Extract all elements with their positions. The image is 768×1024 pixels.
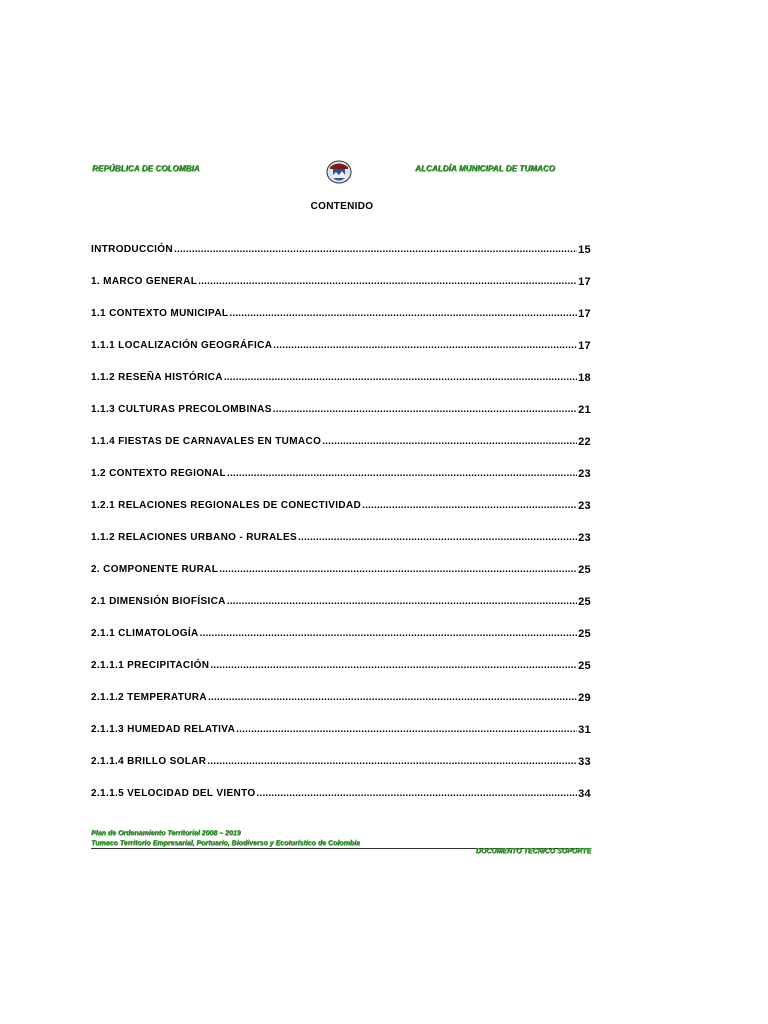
footer-plan-title: Plan de Ordenamiento Territorial 2008 – 2019	[91, 830, 241, 837]
toc-entry-page: 25	[578, 564, 591, 576]
toc-leader-dots	[227, 468, 577, 479]
toc-entry-label: 2. COMPONENTE RURAL	[91, 564, 219, 575]
table-of-contents	[91, 244, 591, 820]
toc-entry-page: 15	[578, 244, 591, 256]
toc-entry-page: 17	[578, 340, 591, 352]
toc-entry-page: 21	[578, 404, 591, 416]
toc-entry[interactable]	[91, 308, 591, 340]
toc-entry-label: 1.1.3 CULTURAS PRECOLOMBINAS	[91, 404, 272, 415]
toc-entry[interactable]	[91, 532, 591, 564]
toc-leader-dots	[256, 788, 577, 799]
toc-entry[interactable]	[91, 340, 591, 372]
page-title: CONTENIDO	[310, 201, 374, 212]
toc-leader-dots	[236, 724, 577, 735]
toc-entry-page: 17	[578, 308, 591, 320]
toc-entry[interactable]	[91, 724, 591, 756]
toc-entry-page: 17	[578, 276, 591, 288]
toc-entry-page: 23	[578, 468, 591, 480]
toc-entry-page: 33	[578, 756, 591, 768]
municipal-crest-icon	[325, 157, 353, 185]
toc-entry[interactable]	[91, 276, 591, 308]
toc-entry[interactable]	[91, 500, 591, 532]
header-republic-label: REPÚBLICA DE COLOMBIA	[92, 164, 200, 173]
footer-plan-slogan: Tumaco Territorio Empresarial, Portuario, Biodiverso y Ecoturístico de Colombia	[91, 840, 360, 847]
toc-leader-dots	[208, 692, 577, 703]
toc-entry[interactable]	[91, 596, 591, 628]
toc-entry-label: 1.1.2 RELACIONES URBANO - RURALES	[91, 532, 298, 543]
toc-entry[interactable]	[91, 660, 591, 692]
toc-entry-page: 18	[578, 372, 591, 384]
toc-entry-label: 2.1.1.3 HUMEDAD RELATIVA	[91, 724, 236, 735]
toc-entry-page: 23	[578, 532, 591, 544]
toc-entry-label: 2.1.1.4 BRILLO SOLAR	[91, 756, 207, 767]
toc-entry-label: 2.1.1.2 TEMPERATURA	[91, 692, 207, 703]
toc-entry-label: 1.2 CONTEXTO REGIONAL	[91, 468, 226, 479]
toc-entry-label: 1.1.4 FIESTAS DE CARNAVALES EN TUMACO	[91, 436, 322, 447]
toc-entry-label: 2.1.1.5 VELOCIDAD DEL VIENTO	[91, 788, 256, 799]
toc-entry[interactable]	[91, 244, 591, 276]
toc-leader-dots	[210, 660, 577, 671]
toc-leader-dots	[200, 628, 577, 639]
toc-entry-page: 31	[578, 724, 591, 736]
toc-leader-dots	[229, 308, 577, 319]
toc-entry-label: INTRODUCCIÓN	[91, 244, 173, 255]
toc-leader-dots	[273, 340, 577, 351]
toc-entry-label: 1.2.1 RELACIONES REGIONALES DE CONECTIVIDAD	[91, 500, 362, 511]
toc-entry-page: 25	[578, 660, 591, 672]
toc-entry-label: 1.1 CONTEXTO MUNICIPAL	[91, 308, 229, 319]
toc-entry-page: 34	[578, 788, 591, 800]
toc-leader-dots	[322, 436, 577, 447]
toc-entry-label: 2.1.1 CLIMATOLOGÍA	[91, 628, 199, 639]
toc-entry[interactable]	[91, 788, 591, 820]
toc-entry[interactable]	[91, 756, 591, 788]
toc-entry[interactable]	[91, 692, 591, 724]
toc-leader-dots	[227, 596, 577, 607]
toc-leader-dots	[174, 244, 577, 255]
toc-entry[interactable]	[91, 628, 591, 660]
toc-leader-dots	[219, 564, 577, 575]
footer-document-label: DOCUMENTO TECNICO SOPORTE	[475, 848, 591, 855]
toc-entry-page: 23	[578, 500, 591, 512]
toc-leader-dots	[362, 500, 577, 511]
toc-leader-dots	[198, 276, 577, 287]
toc-entry-label: 1.1.2 RESEÑA HISTÓRICA	[91, 372, 223, 383]
header-mayor-office-label: ALCALDÍA MUNICIPAL DE TUMACO	[415, 164, 555, 173]
toc-leader-dots	[207, 756, 577, 767]
toc-leader-dots	[273, 404, 577, 415]
toc-entry-page: 25	[578, 596, 591, 608]
toc-entry[interactable]	[91, 564, 591, 596]
toc-entry-label: 2.1.1.1 PRECIPITACIÓN	[91, 660, 210, 671]
footer-plan-info	[91, 829, 360, 849]
toc-entry[interactable]	[91, 468, 591, 500]
toc-entry[interactable]	[91, 372, 591, 404]
toc-entry-label: 2.1 DIMENSIÓN BIOFÍSICA	[91, 596, 226, 607]
toc-entry-page: 29	[578, 692, 591, 704]
toc-entry-page: 22	[578, 436, 591, 448]
toc-leader-dots	[298, 532, 577, 543]
toc-entry-page: 25	[578, 628, 591, 640]
toc-entry[interactable]	[91, 404, 591, 436]
toc-entry-label: 1. MARCO GENERAL	[91, 276, 198, 287]
toc-leader-dots	[224, 372, 577, 383]
toc-entry-label: 1.1.1 LOCALIZACIÓN GEOGRÁFICA	[91, 340, 273, 351]
toc-entry[interactable]	[91, 436, 591, 468]
